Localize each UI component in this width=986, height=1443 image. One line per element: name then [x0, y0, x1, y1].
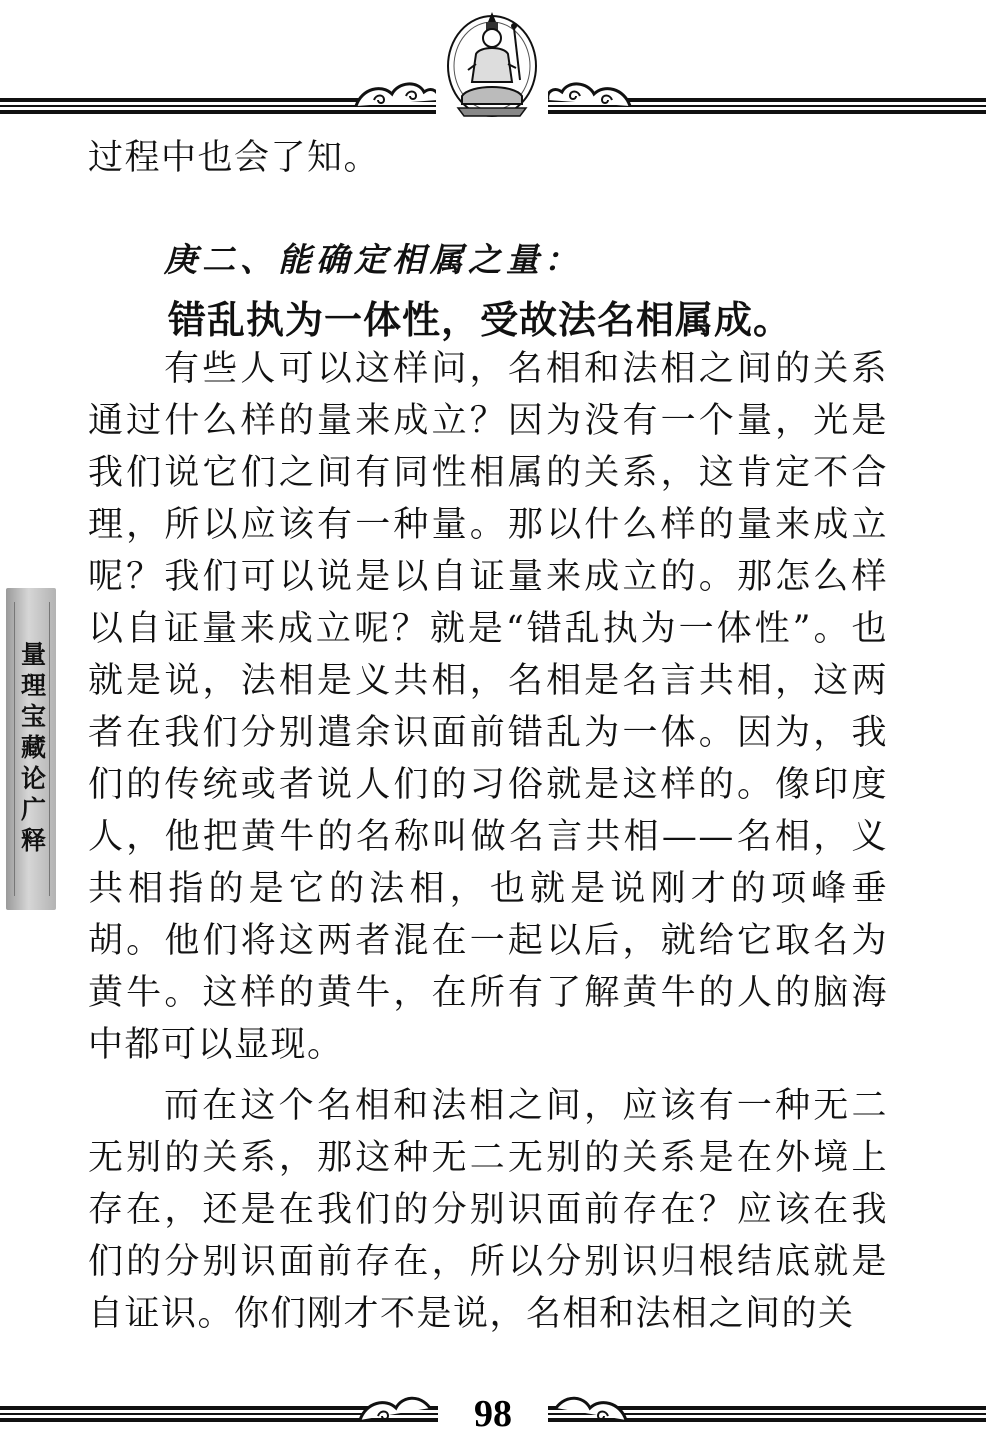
body-paragraph-2: 而在这个名相和法相之间，应该有一种无二无别的关系，那这种无二无别的关系是在外境上存在，还是在我们的分别识面前存在？应该在我们的分别识面前存在，所以分别识归根结底就是自证识。你们刚才不是说，名相和法相之间的关 — [88, 1086, 888, 1334]
book-title-vertical: 量理宝藏论广释 — [17, 640, 47, 858]
body-paragraph-1: 有些人可以这样问，名相和法相之间的关系通过什么样的量来成立？因为没有一个量，光是我们说它们之间有同性相属的关系，这肯定不合理，所以应该有一种量。那以什么样的量来成立呢？我们可以说是以自证量来成立的。那怎么样以自证量来成立呢？就是“错乱执为一体性”。也就是说，法相是义共相，名相是名言共相，这两者在我们分别遣余识面前错乱为一体。因为，我们的传统或者说人们的习俗就是这样的。像印度人，他把黄牛的名称叫做名言共相——名相，义共相指的是它的法相，也就是说刚才的项峰垂胡。他们将这两者混在一起以后，就给它取名为黄牛。这样的黄牛，在所有了解黄牛的人的脑海中都可以显现。 — [88, 349, 888, 1065]
continuation-text: 过程中也会了知。 — [88, 138, 381, 178]
side-tab-frame — [14, 602, 50, 896]
right-cloud-scroll-icon — [544, 78, 634, 112]
page-number: 98 — [474, 1393, 512, 1435]
padmasambhava-figure-icon — [436, 8, 548, 120]
section-heading: 庚二、能确定相属之量： — [164, 240, 582, 279]
root-verse: 错乱执为一体性，受故法名相属成。 — [168, 298, 793, 342]
book-title-side-tab — [6, 588, 56, 910]
left-cloud-scroll-icon — [352, 78, 442, 112]
